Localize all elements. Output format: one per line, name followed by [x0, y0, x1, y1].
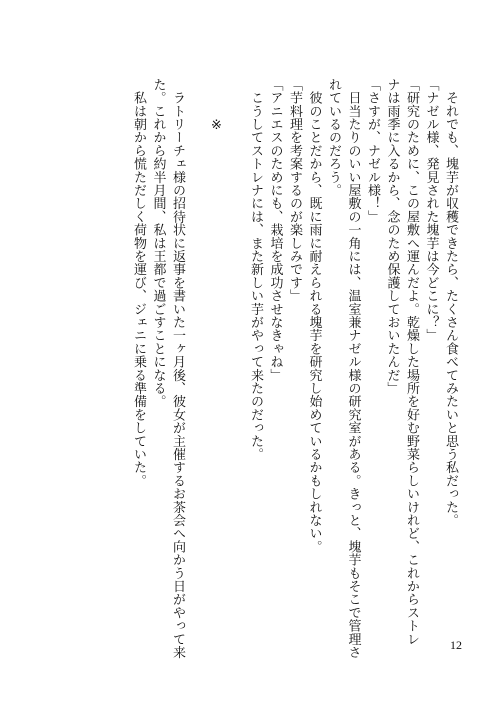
text-line: 「ナゼル様、発見された塊芋は今どこに？」	[423, 78, 439, 342]
text-line: 彼のことだから、既に雨に耐えられる塊芋を研究し始めているかもしれない。	[306, 78, 322, 554]
text-line: た。これから約半月間、私は王都で過ごすことになる。	[150, 78, 166, 408]
text-line: 日当たりのいい屋敷の一角には、温室兼ナゼル様の研究室がある。きっと、塊芋もそこで管理さ	[345, 78, 361, 659]
section-separator: ※	[209, 118, 224, 134]
blank-line	[226, 78, 246, 668]
vertical-text-body	[129, 78, 461, 668]
text-line: それでも、塊芋が収穫できたら、たくさん食べてみたいと思う私だった。	[443, 78, 458, 527]
text-line: ナは雨季に入るから、念のため保護しておいたんだ」	[384, 78, 400, 395]
text-line: ラトリーチェ様の招待状に返事を書いた一ヶ月後、彼女が主催するお茶会へ向かう日がやって来	[170, 78, 185, 659]
text-line: 「さすが、ナゼル様！」	[365, 78, 380, 224]
text-line: 私は朝から慌ただしく荷物を運び、ジェニに乗る準備をしていた。	[131, 78, 146, 488]
text-line: 「研究のために、この屋敷へ運んだよ。乾燥した場所を好む野菜らしいけれど、これからストレ	[404, 78, 419, 646]
text-line: れているのだろう。	[326, 78, 341, 197]
blank-line	[187, 78, 207, 668]
text-line: 「アニエスのためにも、栽培を成功させなきゃね」	[267, 78, 283, 382]
page-number: 12	[450, 638, 462, 652]
text-line: こうしてストレナには、また新しい芋がやって来たのだった。	[248, 78, 263, 461]
text-line: 「芋料理を考案するのが楽しみです」	[287, 78, 302, 303]
